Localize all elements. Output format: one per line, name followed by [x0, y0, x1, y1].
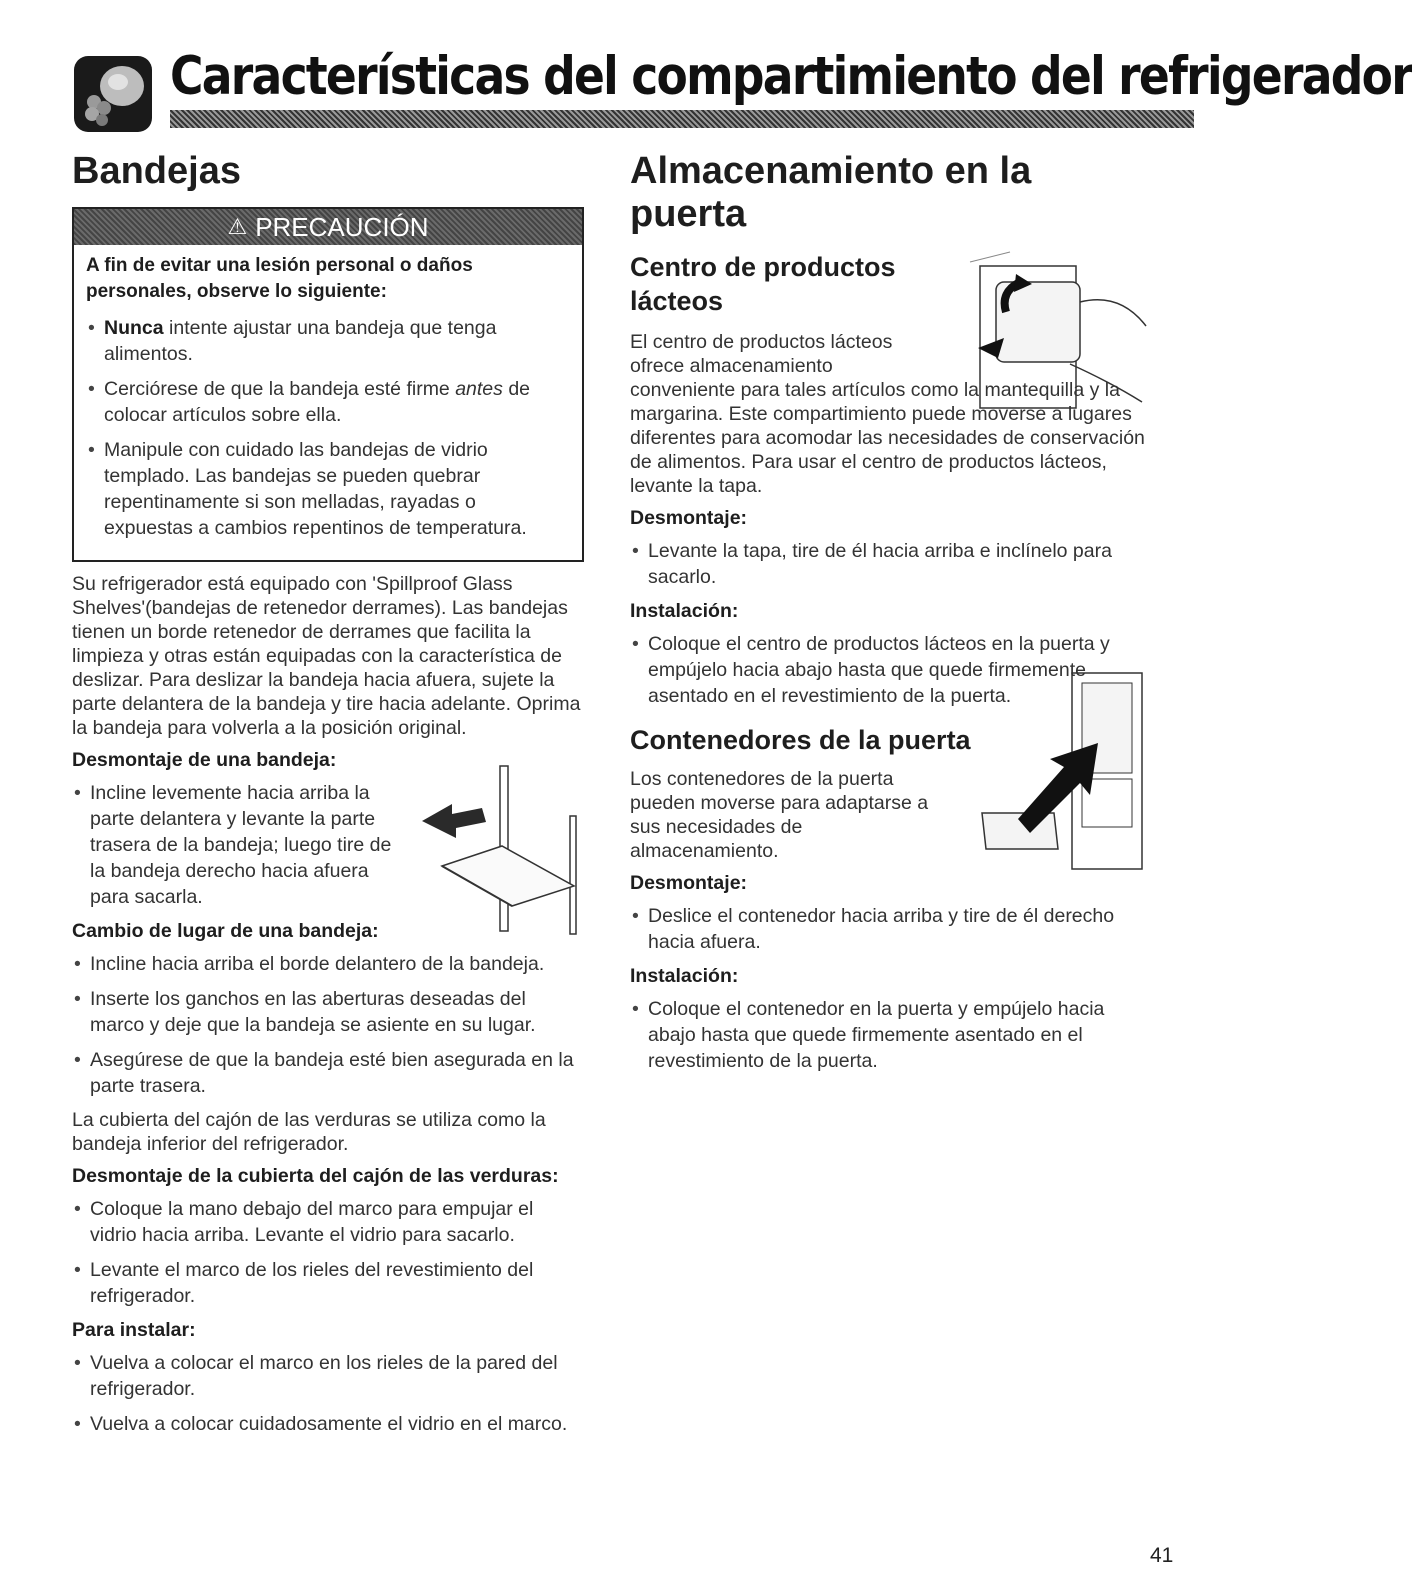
- caution-label: PRECAUCIÓN: [255, 211, 429, 242]
- refrigerator-produce-icon: [74, 56, 152, 132]
- dairy-install-step: • Coloque el centro de productos lácteos en la puerta y empújelo hacia abajo hasta que quede firmemente asentado en el revestimiento de la puerta.: [630, 631, 1150, 709]
- caution-box: [72, 207, 584, 562]
- bins-remove-step: • Deslice el contenedor hacia arriba y tire de él derecho hacia afuera.: [630, 903, 1150, 955]
- dairy-body-a: El centro de productos lácteos ofrece almacenamiento: [630, 331, 893, 377]
- caution-item: • Cerciórese de que la bandeja esté firme antes de colocar artículos sobre ella.: [86, 376, 570, 428]
- caution-header: [74, 209, 582, 245]
- shelves-intro: Su refrigerador está equipado con 'Spillproof Glass Shelves'(bandejas de retenedor derrames). Las bandejas tienen un borde retenedor de derrames que facilita la limpieza y otras están equipadas con la característica de deslizar. Para deslizar la bandeja hacia afuera, sujete la parte delantera de la bandeja y tire hacia adelante. Oprima la bandeja para volverla a la posición original.: [72, 573, 581, 739]
- bins-remove-heading: Desmontaje:: [630, 872, 748, 894]
- remove-shelf-step: • Incline levemente hacia arriba la parte delantera y levante la parte trasera de la bandeja; luego tire de la bandeja derecho hacia afuera para sacarla.: [72, 780, 402, 910]
- caution-item: • Manipule con cuidado las bandejas de vidrio templado. Las bandejas se pueden quebrar repentinamente si son melladas, rayadas o expuestas a cambios repentinos de temperatura.: [86, 437, 570, 541]
- change-shelf-heading: Cambio de lugar de una bandeja:: [72, 920, 379, 942]
- shelves-heading: Bandejas: [72, 150, 241, 192]
- remove-shelf-heading: Desmontaje de una bandeja:: [72, 749, 337, 771]
- install-step: • Vuelva a colocar el marco en los rieles de la pared del refrigerador.: [72, 1350, 584, 1402]
- page-header: [74, 40, 1412, 132]
- crisper-note: La cubierta del cajón de las verduras se utiliza como la bandeja inferior del refrigerador.: [72, 1109, 546, 1155]
- remove-cover-heading: Desmontaje de la cubierta del cajón de las verduras:: [72, 1165, 559, 1187]
- change-shelf-step: • Asegúrese de que la bandeja esté bien asegurada en la parte trasera.: [72, 1047, 584, 1099]
- page-title: Características del compartimiento del refrigerador: [170, 46, 1412, 107]
- dairy-center-illustration: [970, 252, 1150, 417]
- right-column: [630, 150, 1150, 1083]
- page-number: 41: [1150, 1544, 1174, 1567]
- door-storage-heading: Almacenamiento en la puerta: [630, 150, 1032, 235]
- caution-intro: A fin de evitar una lesión personal o daños personales, observe lo siguiente:: [86, 255, 473, 302]
- change-shelf-step: • Inserte los ganchos en las aberturas deseadas del marco y deje que la bandeja se asiente en su lugar.: [72, 986, 584, 1038]
- install-heading: Para instalar:: [72, 1319, 196, 1341]
- bins-install-step: • Coloque el contenedor en la puerta y empújelo hacia abajo hasta que quede firmemente asentado en el revestimiento de la puerta.: [630, 996, 1150, 1074]
- door-bins-body: Los contenedores de la puerta pueden moverse para adaptarse a sus necesidades de almacenamiento.: [630, 768, 929, 862]
- door-bins-heading: Contenedores de la puerta: [630, 725, 971, 755]
- install-step: • Vuelva a colocar cuidadosamente el vidrio en el marco.: [72, 1411, 584, 1437]
- door-bin-illustration: [970, 673, 1150, 878]
- dairy-remove-heading: Desmontaje:: [630, 507, 748, 529]
- remove-cover-step: • Levante el marco de los rieles del revestimiento del refrigerador.: [72, 1257, 584, 1309]
- bins-install-heading: Instalación:: [630, 965, 739, 987]
- remove-cover-step: • Coloque la mano debajo del marco para empujar el vidrio hacia arriba. Levante el vidrio para sacarlo.: [72, 1196, 584, 1248]
- left-column: [72, 150, 584, 1446]
- dairy-remove-step: • Levante la tapa, tire de él hacia arriba e inclínelo para sacarlo.: [630, 538, 1150, 590]
- dairy-body-b: conveniente para tales artículos como la mantequilla y la margarina. Este compartimiento puede moverse a lugares diferentes para acomodar las necesidades de conservación de alimentos. Para usar el centro de productos lácteos, levante la tapa.: [630, 379, 1145, 497]
- title-rule: [170, 110, 1194, 128]
- change-shelf-step: • Incline hacia arriba el borde delantero de la bandeja.: [72, 951, 584, 977]
- dairy-heading: Centro de productos lácteos: [630, 252, 896, 316]
- shelf-removal-illustration: [412, 766, 582, 941]
- warning-icon: ⚠: [227, 214, 248, 239]
- dairy-install-heading: Instalación:: [630, 600, 739, 622]
- caution-item: • Nunca intente ajustar una bandeja que tenga alimentos.: [86, 315, 570, 367]
